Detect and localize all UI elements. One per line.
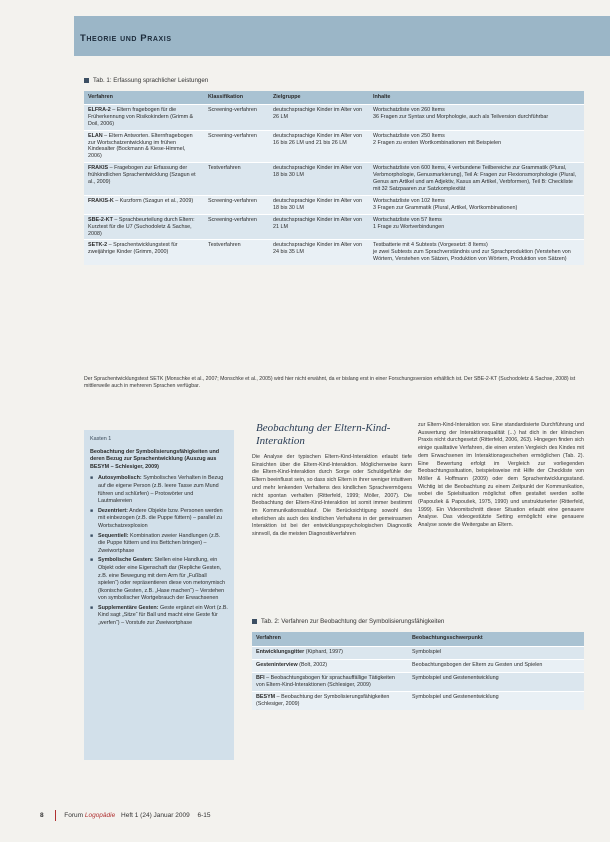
contents-cell xyxy=(369,195,584,214)
table1-caption: Tab. 1: Erfassung sprachlicher Leistungen xyxy=(84,77,208,84)
column-header: Zielgruppe xyxy=(269,91,369,104)
article-column-2: zur Eltern-Kind-Interaktion vor. Eine standardisierte Durchführung und Auswertung der Interaktionsqualität (...) hat dich in der klinischen Praxis nicht durchgesetzt (Ritterfeld, 2006, 263). Hingegen finden sich einige qualitative Verfahren, die einen ersten Vergleich des Kindes mit dem Erwachsenen im Interaktionsgeschehen ermöglichen (Tab. 2). Eine Bewertung erfolgt im Vergleich zur vorliegenden Beobachtungssituation, beispielsweise mit Hilfe der Checkliste von Möller & Hoffmann (2009) oder dem Sprachentwicklungsstand. Wichtig ist die Beobachtung zu einem Zeitpunkt der Kommunikation, wobei die Spielsituation möglichst offen gestaltet werden sollte (Papoušek & Papoušek, 1975, 1990) und unstrukturierter (Ritterfeld, 1999). Ein Videomitschnitt dieser Situation erlaubt eine genauere Analyse. Das videogestützte Setting ermöglicht eine genauere Analyse sowie die Weitergabe an Eltern. xyxy=(418,422,584,529)
column-header: Verfahren xyxy=(84,91,204,104)
procedure-description: – Sprachbeurteilung durch Eltern: Kurztest für die U7 (Suchodoletz & Sachse, 2008) xyxy=(88,216,195,237)
classification-cell xyxy=(204,130,269,163)
cell-text: Screening-verfahren xyxy=(208,216,257,223)
classification-cell xyxy=(204,214,269,240)
contents-cell xyxy=(369,104,584,130)
cell-text: Symbolspiel und Gestenentwicklung xyxy=(412,674,499,681)
cell-text: Wortschatzliste von 57 Items 1 Frage zu Wortverbindungen xyxy=(373,216,445,230)
procedure-description: – Eltern Antworten. Elternfragebogen zur Wortschatzentwicklung im frühen Kindesalter (Bockmann & Kiese-Himmel, 2006) xyxy=(88,132,193,160)
table1-footnote: Der Sprachentwicklungstest SETK (Monschke et al., 2007; Monschke et al., 2005) wird hier nicht erwähnt, da er bislang erst in einer Forschungsversion erhältlich ist. Der SBE-2-KT (Suchodoletz & Sachse, 2008) ist mittlerweile auch in mehreren Sprachen verfügbar. xyxy=(84,376,576,389)
footer-divider xyxy=(55,810,56,821)
procedure-name: FRAKIS-K xyxy=(88,197,114,204)
table-row xyxy=(84,130,584,163)
table-symbolisierungsfaehigkeiten xyxy=(252,632,584,710)
target-group-cell xyxy=(269,240,369,265)
procedure-description: – Sprachentwicklungstest für zweijährige Kinder (Grimm, 2000) xyxy=(88,242,178,256)
journal-issue: Heft 1 (24) Januar 2009 xyxy=(121,812,190,820)
cell-text: Wortschatzliste von 250 Items 2 Fragen zu ersten Wortkombinationen mit Beispielen xyxy=(373,132,502,146)
column-header: Inhalte xyxy=(369,91,584,104)
box-item-term: Symbolische Gesten: xyxy=(98,557,153,564)
cell-text: Screening-verfahren xyxy=(208,132,257,139)
procedure-cell xyxy=(252,691,408,710)
contents-cell xyxy=(369,214,584,240)
cell-text: Wortschatzliste von 600 Items, 4 verbundene Teilbereiche zur Grammatik (Plural, Verbmorphologie, Genusmarkierung), Teil A: Fragen zur Flexionsmorphologie (Plural, Genus am Artikel und am Adjektiv, Kasus am Artikel, Verbformen), Teil B: Checkliste mit 32 Satzpaaren zur Satzkomplexität xyxy=(373,165,577,192)
procedure-name: Gesteninterview xyxy=(256,661,298,668)
procedure-name: ELAN xyxy=(88,132,103,139)
classification-cell xyxy=(204,240,269,265)
target-group-cell xyxy=(269,163,369,196)
procedure-cell xyxy=(84,214,204,240)
focus-cell xyxy=(408,646,584,659)
procedure-cell xyxy=(252,646,408,659)
section-title: Theorie und Praxis xyxy=(80,33,172,44)
table-row xyxy=(252,646,584,659)
focus-cell xyxy=(408,691,584,710)
box-title: Beobachtung der Symbolisierungsfähigkeiten und deren Bezug zur Sprachentwicklung (Auszug aus BESYM – Schlesiger, 2009) xyxy=(90,448,220,470)
cell-text: deutschsprachige Kinder im Alter von 16 bis 26 LM und 21 bis 26 LM xyxy=(273,132,362,146)
cell-text: deutschsprachige Kinder im Alter von 18 bis 30 LM xyxy=(273,165,362,179)
table-row xyxy=(252,659,584,672)
journal-name: Logopädie xyxy=(84,812,116,820)
procedure-cell xyxy=(252,659,408,672)
procedure-name: SBE-2-KT xyxy=(88,216,113,223)
box-list-item xyxy=(90,475,228,505)
procedure-cell xyxy=(252,672,408,691)
cell-text: Beobachtungsbogen der Eltern zu Gesten und Spielen xyxy=(412,661,543,668)
procedure-description: – Beobachtung der Symbolisierungsfähigkeiten (Schlesiger, 2009) xyxy=(256,693,390,707)
box-list-item xyxy=(90,533,228,556)
box-item-text: Stellen eine Handlung, ein Objekt oder eine Eigenschaft dar (Repliche Gesten, z.B. eine Bewegung mit dem Arm für „Fußball spielen“) oder repräsentieren diese von metonymisch (Ikonische Gesten, z.B. „Hase machen“) – Verstehen von symbolischer Wortgebrauch der Erwachsenen xyxy=(98,557,226,602)
box-list-item xyxy=(90,508,228,531)
box-list-item xyxy=(90,557,228,603)
box-item-text: Kombination zweier Handlungen (z.B. die Puppe füttern und ins Bettchen bringen) – Zweiwortphase xyxy=(98,532,221,554)
cell-text: Wortschatzliste von 260 Items 36 Fragen zur Syntax und Morphologie, auch als Teilversion durchführbar xyxy=(373,106,549,120)
box-list xyxy=(90,475,228,627)
table-row xyxy=(252,691,584,710)
box-item-term: Supplementäre Gesten: xyxy=(98,604,159,611)
focus-cell xyxy=(408,659,584,672)
cell-text: Symbolspiel xyxy=(412,648,442,655)
classification-cell xyxy=(204,104,269,130)
box-item-text: Geste ergänzt ein Wort (z.B. Kind sagt „Sitze“ für Ball und macht eine Geste für „werfen“) – Vorstufe zur Zweiwortphase xyxy=(98,604,228,627)
table-header-row xyxy=(252,632,584,646)
journal-prefix: Forum xyxy=(64,812,84,820)
procedure-description: – Kurzform (Szagun et al., 2009) xyxy=(113,197,194,204)
box-item-term: Sequentiell: xyxy=(98,532,129,539)
cell-text: deutschsprachige Kinder im Alter von 21 LM xyxy=(273,216,362,230)
table2-caption: Tab. 2: Verfahren zur Beobachtung der Symbolisierungsfähigkeiten xyxy=(252,618,444,625)
cell-text: deutschsprachige Kinder im Alter von 24 bis 35 LM xyxy=(273,242,362,256)
procedure-name: BESYM xyxy=(256,693,276,700)
classification-cell xyxy=(204,195,269,214)
box-item-text: Andere Objekte bzw. Personen werden mit einbezogen (z.B. die Puppe füttern) – parallel zu Wortschatzexplosion xyxy=(98,507,223,529)
table-row xyxy=(84,163,584,196)
procedure-description: – Eltern fragebogen für die Früherkennung von Risikokindern (Grimm & Doil, 2006) xyxy=(88,106,194,127)
table-row xyxy=(252,672,584,691)
cell-text: Testbatterie mit 4 Subtests (Vorgesetzt: 8 Items) je zwei Subtests zum Sprachverständnis und zur Sprachproduktion (Verstehen von Wörtern, Verstehen von Sätzen, Produktion von Wörtern, Produktion von Sätzen) xyxy=(373,242,571,263)
cell-text: Screening-verfahren xyxy=(208,197,257,204)
kasten-box xyxy=(84,430,234,760)
section-header-bar xyxy=(74,16,610,56)
procedure-name: ELFRA-2 xyxy=(88,106,111,113)
column-header: Beobachtungsschwerpunkt xyxy=(408,632,584,646)
table-row xyxy=(84,214,584,240)
cell-text: deutschsprachige Kinder im Alter von 26 LM xyxy=(273,106,362,120)
procedure-cell xyxy=(84,104,204,130)
table-header-row xyxy=(84,91,584,104)
procedure-description: (Bolt, 2002) xyxy=(297,661,328,668)
table-sprachliche-leistungen xyxy=(84,91,584,265)
square-bullet-icon xyxy=(252,619,257,624)
table-row xyxy=(84,195,584,214)
cell-text: deutschsprachige Kinder im Alter von 18 bis 30 LM xyxy=(273,197,362,211)
focus-cell xyxy=(408,672,584,691)
target-group-cell xyxy=(269,130,369,163)
contents-cell xyxy=(369,240,584,265)
table-row xyxy=(84,240,584,265)
table-row xyxy=(84,104,584,130)
article-column-1: Die Analyse der typischen Eltern-Kind-Interaktion erlaubt tiefe Einsichten über die Eltern-Kind-Interaktion. Möglicherweise kann die Eltern-Kind-Interaktion durch Sorge oder Schuldgefühle der Eltern beeinflusst sein, so dass sich Eltern in ihrer weniger intuitiven und mehr lenkenden Verhaltens des kindlichen Sprachvermögens nicht spontan verhalten (Ritterfeld, 1999; Möller, 2007). Die Beobachtung der Eltern-Kind-Interaktion ist somit immer bestimmt im Kommunikationsablauf. Die Berücksichtigung sowohl des elterlichen als auch des kindlichen Verhaltens in der gemeinsamen Interaktion ist bei der entwicklungspsychologischen Diagnostik sinnvoll, da die meisten Diagnostikverfahren xyxy=(252,454,412,538)
column-header: Verfahren xyxy=(252,632,408,646)
contents-cell xyxy=(369,163,584,196)
target-group-cell xyxy=(269,104,369,130)
box-item-text: Symbolisches Verhalten in Bezug auf die eigene Person (z.B. leere Tasse zum Mund führen und schlürfen) – Protowörter und Lautmalereien xyxy=(98,475,224,505)
page-number: 8 xyxy=(40,812,44,820)
procedure-cell xyxy=(84,240,204,265)
column-header: Klassifikation xyxy=(204,91,269,104)
cell-text: Testverfahren xyxy=(208,165,241,172)
box-list-item xyxy=(90,605,228,628)
target-group-cell xyxy=(269,195,369,214)
page-footer xyxy=(40,810,211,821)
procedure-name: BFI xyxy=(256,674,265,681)
procedure-cell xyxy=(84,163,204,196)
procedure-name: Entwicklungsgitter xyxy=(256,648,305,655)
journal-pages: 6-15 xyxy=(197,812,211,820)
procedure-name: FRAKIS xyxy=(88,165,109,172)
box-label: Kasten 1 xyxy=(90,436,112,442)
procedure-description: – Beobachtungsbogen für sprachauffällige Tätigkeiten von Eltern-Kind-Interaktionen (Schlesiger, 2009) xyxy=(256,674,395,688)
article-heading: Beobachtung der Eltern-Kind-Interaktion xyxy=(256,422,391,447)
procedure-description: (Kiphard, 1997) xyxy=(304,648,343,655)
cell-text: Screening-verfahren xyxy=(208,106,257,113)
square-bullet-icon xyxy=(84,78,89,83)
box-item-term: Dezentriert: xyxy=(98,507,128,514)
cell-text: Testverfahren xyxy=(208,242,241,249)
classification-cell xyxy=(204,163,269,196)
box-item-term: Autosymbolisch: xyxy=(98,475,142,482)
procedure-name: SETK-2 xyxy=(88,242,108,249)
procedure-description: – Fragebogen zur Erfassung der frühkindlichen Sprachentwicklung (Szagun et al., 2009) xyxy=(88,165,196,186)
cell-text: Symbolspiel und Gestenentwicklung xyxy=(412,693,499,700)
procedure-cell xyxy=(84,195,204,214)
cell-text: Wortschatzliste von 102 Items 3 Fragen zur Grammatik (Plural, Artikel, Wortkombinationen) xyxy=(373,197,518,211)
target-group-cell xyxy=(269,214,369,240)
contents-cell xyxy=(369,130,584,163)
procedure-cell xyxy=(84,130,204,163)
